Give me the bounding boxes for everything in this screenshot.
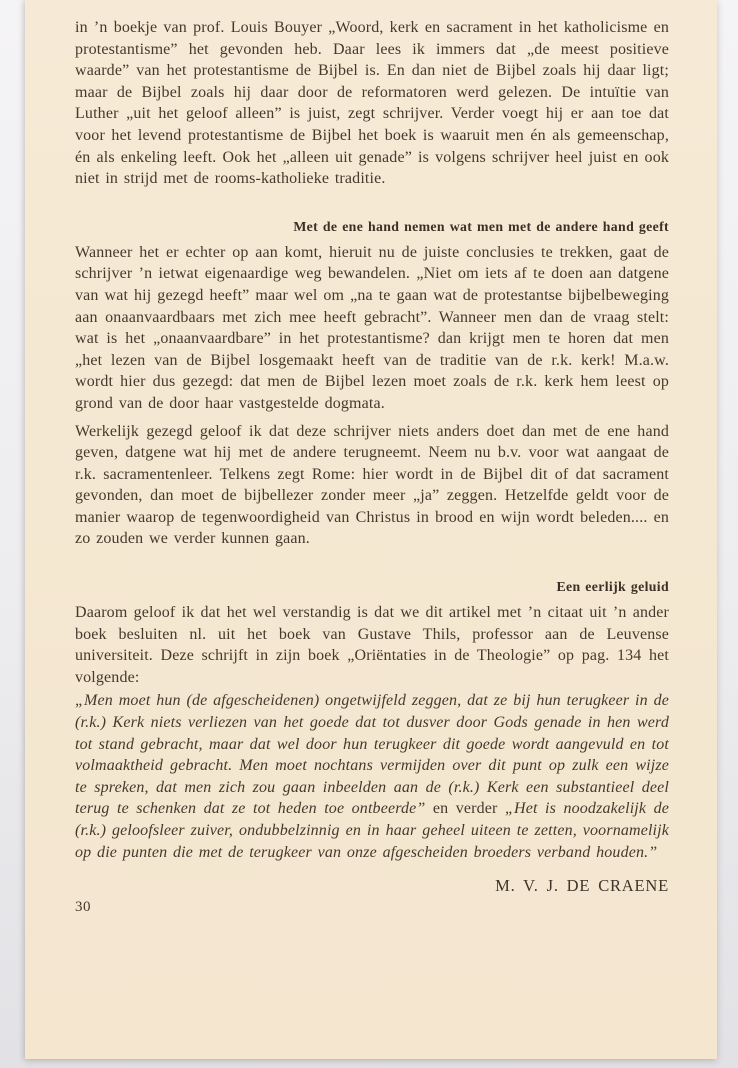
page-number: 30 [75,899,91,916]
section-heading-2: Een eerlijk geluid [556,579,669,595]
paragraph-4: Daarom geloof ik dat het wel verstandig is dat we dit artikel met ’n citaat uit ’n ander boek besluiten nl. uit het boek van Gustave Thils, professor aan de Leuvense universiteit. Deze schrijft in zijn boek „Oriëntaties in de Theologie” op pag. 134 het volgende: [75,604,669,686]
text-block [75,17,669,917]
document-page [25,0,717,1059]
paragraph-1: in ’n boekje van prof. Louis Bouyer „Woord, kerk en sacrament in het katholicisme en protestantisme” het gevonden heb. Daar lees ik immers dat „de meest positieve waarde” van het protestantisme de Bijbel is. En dan niet de Bijbel zoals hij daar ligt; maar de Bijbel zoals hij daar door de reformatoren werd gelezen. De intuïtie van Luther „uit het geloof alleen” is juist, zegt schrijver. Verder voegt hij er aan toe dat voor het levend protestantisme de Bijbel het boek is waaruit men én als gemeenschap, én als enkeling leeft. Ook het „alleen uit genade” is volgens schrijver heel juist en ook niet in strijd met de rooms-katholieke traditie. [75,19,669,188]
author-signature: M. V. J. DE CRAENE [495,876,669,896]
quote-italic-part-2: „Het is noodzakelijk de (r.k.) geloofsleer zuiver, ondubbelzinnig en in haar geheel uiteen te zetten, voornamelijk op die punten die met de terugkeer van onze afgescheiden broeders verband houden.” [75,800,669,861]
paragraph-2: Wanneer het er echter op aan komt, hieruit nu de juiste conclusies te trekken, gaat de schrijver ’n ietwat eigenaardige weg bewandelen. „Niet om iets af te doen aan datgene van wat hij gezegd heeft” maar wel om „na te gaan wat de protestantse bijbelbeweging aan onaanvaardbaars met zich mee heeft gebracht”. Wanneer men dan de vraag stelt: wat is het „onaanvaardbare” in het protestantisme? dan krijgt men te horen dat men „het lezen van de Bijbel losgemaakt heeft van de traditie van de r.k. kerk! M.a.w. wordt hier dus gezegd: dat men de Bijbel lezen moet zoals de r.k. kerk hem leest op grond van de door haar vastgestelde dogmata. [75,243,669,412]
quote-roman-connector: en verder [425,800,505,818]
section-heading-1: Met de ene hand nemen wat men met de andere hand geeft [293,218,669,234]
paragraph-3: Werkelijk gezegd geloof ik dat deze schrijver niets anders doet dan met de ene hand geven, datgene wat hij met de andere terugneemt. Neem nu b.v. voor wat aangaat de r.k. sacramentenleer. Telkens zegt Rome: hier wordt in de Bijbel dit of dat sacrament gevonden, dan moet de bijbellezer zonder meer „ja” zeggen. Hetzelfde geldt voor de manier waarop de tegenwoordigheid van Christus in brood en wijn wordt beleden.... en zo zouden we verder kunnen gaan. [75,422,669,548]
block-quotation [75,690,669,863]
quote-italic-part-1: „Men moet hun (de afgescheidenen) ongetwijfeld zeggen, dat ze bij hun terugkeer in de (r.k.) Kerk niets verliezen van het goede dat tot dusver door Gods genade in hen werd tot stand gebracht, maar dat wel door hun terugkeer dit goede wordt aangevuld en tot volmaaktheid gebracht. Men moet nochtans vermijden over dit punt op zulk een wijze te spreken, dat men zich zou gaan inbeelden aan de (r.k.) Kerk een substantieel deel terug te schenken dat ze tot heden toe ontbeerde” [75,692,669,818]
